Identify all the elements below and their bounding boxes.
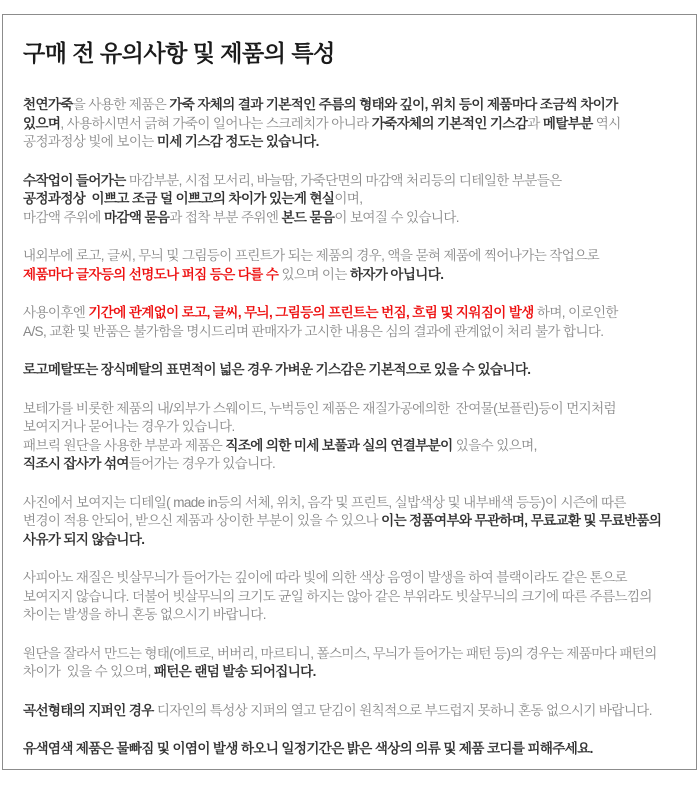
text-segment: 가죽 자체의 결과 기본적인 주름의 형태와 깊이, 위치 등이 제품마다 조금씩 차이가 — [169, 97, 618, 112]
text-segment: 기간에 관계없이 로고, 글씨, 무늬, 그림등의 프린트는 번짐, 흐림 및 지워짐이 발생 — [88, 305, 537, 320]
text-segment: 사용이후엔 — [23, 305, 89, 320]
text-segment: 사진에서 보여지는 디테일( made in등의 서체, 위치, 음각 및 프린트, 실밥색상 및 내부배색 등등)이 시즌에 따른 — [23, 494, 626, 510]
text-segment: 보여지지 않습니다. 더불어 빗살무늬의 크기도 균일 하지는 않아 같은 부위라도 빗살무늬의 크기에 따른 주름느낌의 — [23, 588, 652, 604]
text-segment: 유색염색 제품은 물빠짐 및 이염이 발생 하오니 일정기간은 밝은 색상의 의류 및 제품 코디를 피해주세요. — [23, 741, 593, 756]
notice-paragraph — [23, 569, 678, 625]
text-segment: 들어가는 경우가 있습니다. — [128, 456, 276, 471]
text-segment: 마감액 주위에 — [23, 209, 104, 225]
text-segment: 차이가 있을 수 있으며, — [23, 664, 154, 679]
text-segment: 보테가를 비롯한 제품의 내/외부가 스웨이드, 누벅등인 제품은 재질가공에의한 잔여물(보플린)등이 먼지처럼 — [23, 400, 617, 416]
notice-paragraph — [23, 304, 678, 341]
text-segment: 메탈부분 — [542, 115, 593, 131]
text-segment: 과 접착 부분 주위엔 — [169, 209, 282, 225]
text-segment: 마감액 묻음 — [103, 209, 170, 225]
text-segment: 이 보여질 수 있습니다. — [334, 209, 459, 225]
notice-paragraph — [23, 247, 678, 284]
purchase-notice-panel — [2, 14, 697, 770]
text-segment: 사피아노 재질은 빗살무늬가 들어가는 깊이에 따라 빛에 의한 색상 음영이 발생을 하여 블랙이라도 같은 톤으로 — [23, 570, 627, 585]
text-segment: 하며, 이로인한 — [536, 305, 618, 320]
text-segment: 하자가 아닙니다. — [349, 266, 444, 282]
notice-paragraph — [23, 740, 678, 759]
text-segment: 이는 정품여부와 무관하며, 무료교환 및 무료반품의 — [381, 513, 662, 528]
text-segment: 보여지거나 묻어나는 경우가 있습니다. — [23, 419, 235, 434]
text-segment: 있으며 — [23, 115, 61, 131]
text-segment: 변경이 적용 안되어, 받으신 제품과 상이한 부분이 있을 수 있으나 — [23, 513, 382, 528]
notice-paragraph — [23, 702, 678, 721]
notice-paragraph — [23, 494, 678, 550]
text-segment: 차이는 발생을 하니 혼동 없으시기 바랍니다. — [23, 607, 266, 622]
text-segment: 이며, — [334, 191, 363, 206]
text-segment: 과 — [527, 115, 543, 131]
notice-paragraph — [23, 645, 678, 682]
text-segment: 원단을 잘라서 만드는 형태(에트로, 버버리, 마르티니, 폴스미스, 무늬가 들어가는 패턴 등)의 경우는 제품마다 패턴의 — [23, 645, 657, 661]
text-segment: 패브릭 원단을 사용한 부분과 제품은 — [23, 437, 226, 453]
text-segment: 미세 기스감 정도는 있습니다. — [156, 134, 319, 149]
text-segment: , 사용하시면서 긁혀 가죽이 일어나는 스크레치가 아니라 — [60, 115, 372, 131]
text-segment: 있을수 있으며, — [455, 437, 537, 453]
notice-body — [23, 96, 678, 759]
text-segment: 곡선형태의 지퍼인 경우 — [23, 702, 157, 718]
text-segment: 사유가 되지 않습니다. — [23, 531, 145, 547]
text-segment: 본드 묻음 — [281, 209, 335, 225]
text-segment: 직조에 의한 미세 보풀과 실의 연결부분이 — [225, 437, 456, 453]
text-segment: 패턴은 랜덤 발송 되어집니다. — [153, 664, 316, 679]
text-segment: 천연가죽 — [23, 97, 73, 112]
notice-paragraph — [23, 361, 678, 380]
text-segment: 을 사용한 제품은 — [72, 97, 170, 112]
notice-paragraph — [23, 96, 678, 152]
text-segment: 공정과정상 빛에 보이는 — [23, 134, 157, 149]
notice-paragraph — [23, 172, 678, 228]
text-segment: 제품마다 글자등의 선명도나 퍼짐 등은 다를 수 — [23, 266, 282, 282]
notice-paragraph — [23, 400, 678, 474]
text-segment: 로고메탈또는 장식메탈의 표면적이 넓은 경우 가벼운 기스감은 기본적으로 있을 수 있습니다. — [23, 362, 531, 377]
text-segment: A/S, 교환 및 반품은 불가함을 명시드리며 판매자가 고시한 내용은 심의 결과에 관계없이 처리 불가 합니다. — [23, 323, 604, 339]
page-title: 구매 전 유의사항 및 제품의 특성 — [23, 40, 335, 66]
text-segment: 있으며 이는 — [281, 266, 350, 282]
text-segment: 마감부분, 시접 모서리, 바늘땀, 가죽단면의 마감액 처리등의 디테일한 부분들은 — [128, 172, 562, 188]
text-segment: 공정과정상 이쁘고 조금 덜 이쁘고의 차이가 있는게 현실 — [23, 191, 335, 206]
text-segment: 수작업이 들어가는 — [23, 172, 129, 188]
text-segment: 내외부에 로고, 글씨, 무늬 및 그림등이 프린트가 되는 제품의 경우, 액을 묻혀 제품에 찍어나가는 작업으로 — [23, 248, 600, 263]
text-segment: 역시 — [592, 115, 621, 131]
text-segment: 가죽자체의 기본적인 기스감 — [371, 115, 528, 131]
text-segment: 직조시 잡사가 섞여 — [23, 456, 129, 471]
text-segment: 디자인의 특성상 지퍼의 열고 닫김이 원칙적으로 부드럽지 못하니 혼동 없으시기 바랍니다. — [156, 702, 652, 718]
